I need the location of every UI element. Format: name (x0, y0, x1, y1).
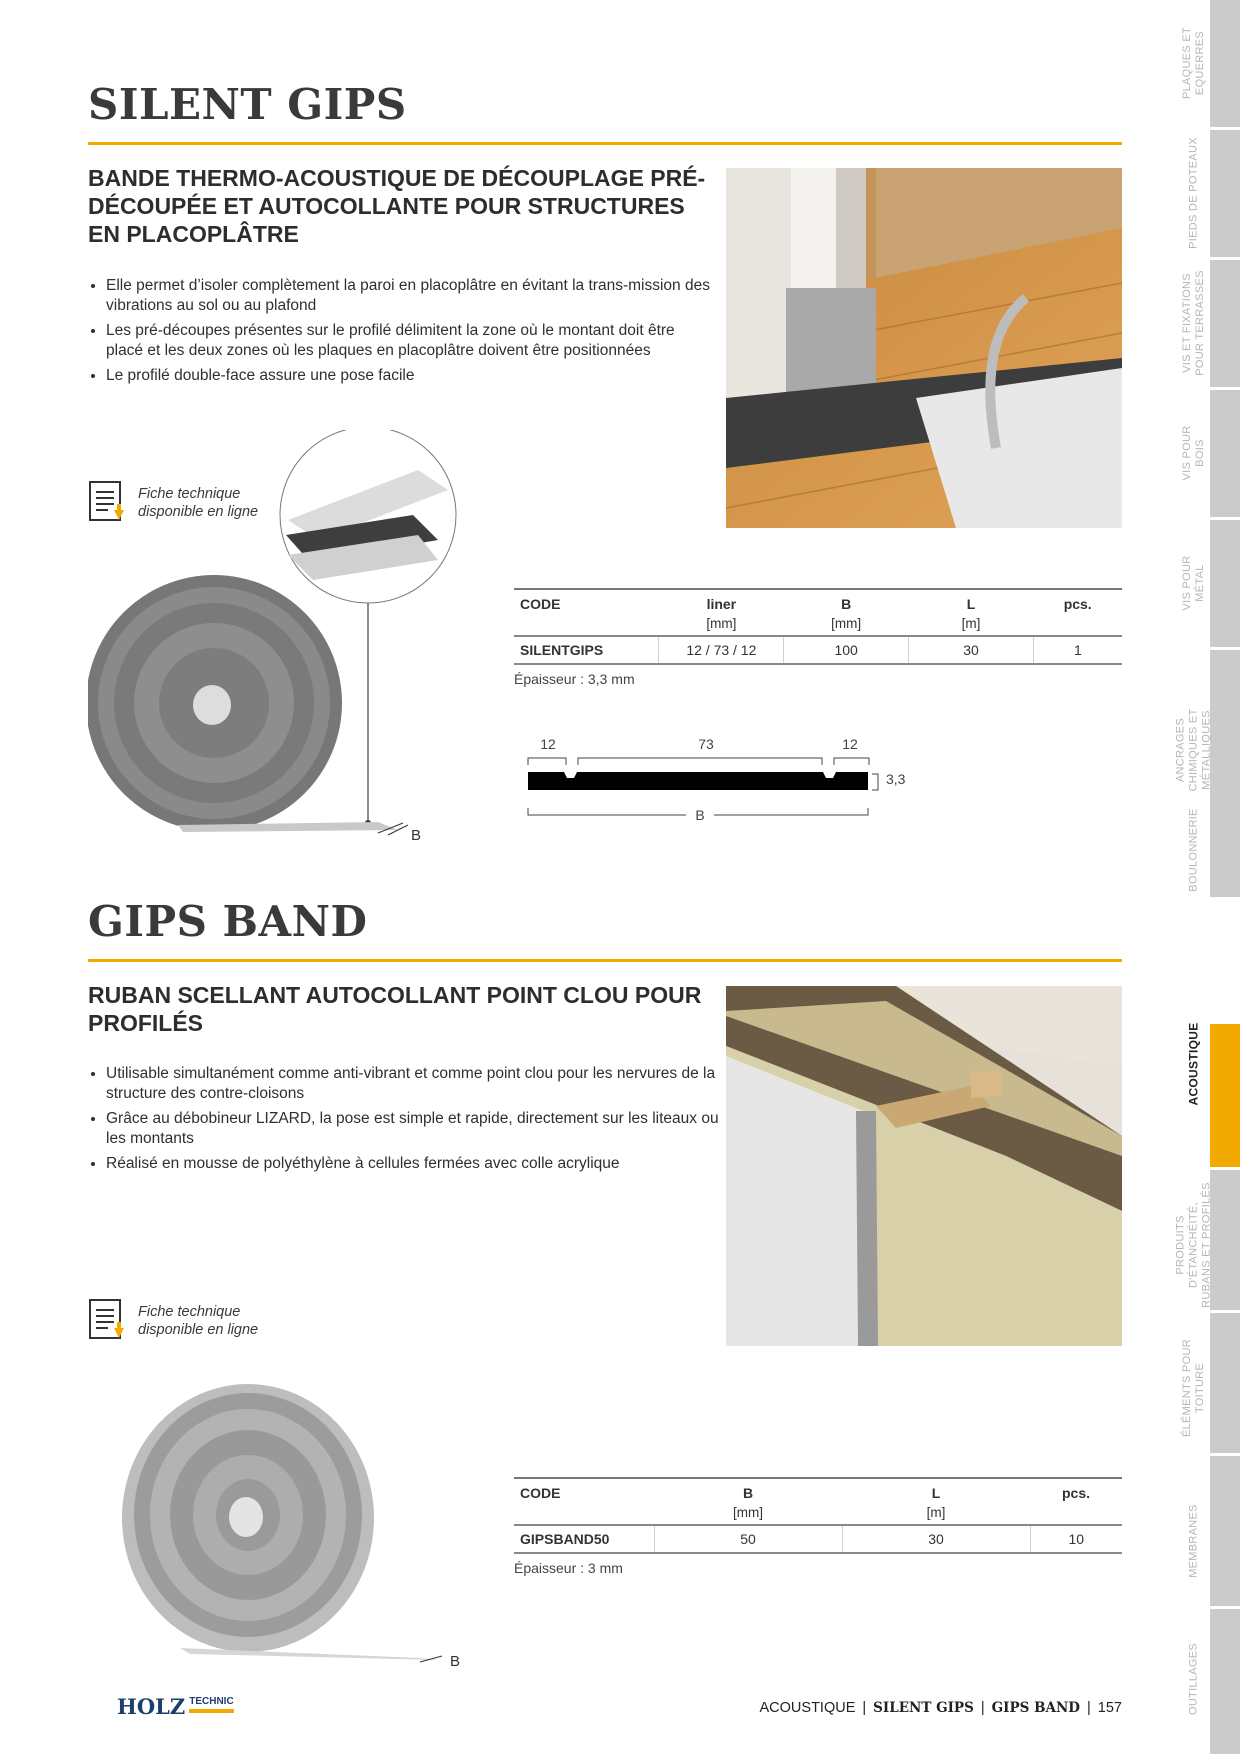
tab-toiture[interactable] (1181, 1313, 1240, 1453)
table-units-row (514, 1503, 1122, 1525)
tab-label-active: ACOUSTIQUE (1186, 1022, 1201, 1106)
tab-label: OUTILLAGES (1187, 1642, 1200, 1716)
dim-middle: 73 (698, 736, 714, 752)
table-header: CODE (514, 1478, 654, 1503)
silent-gips-features (88, 276, 714, 391)
table-header: B (784, 589, 909, 614)
table-cell: 30 (842, 1525, 1030, 1553)
table-cell: 10 (1030, 1525, 1122, 1553)
footer-separator: | (862, 1700, 867, 1716)
tab-vis-bois[interactable] (1181, 390, 1240, 517)
silent-gips-installation-photo (726, 168, 1122, 528)
tab-label: PIEDS DE POTEAUX (1187, 137, 1200, 249)
table-cell: 50 (654, 1525, 842, 1553)
table-units-row (514, 614, 1122, 636)
silent-gips-spec-table (514, 588, 1122, 665)
table-unit: [mm] (784, 614, 909, 636)
tab-label: MEMBRANES (1187, 1504, 1200, 1578)
table-cell: 100 (784, 636, 909, 664)
table-unit (1033, 614, 1122, 636)
table-unit (1030, 1503, 1122, 1525)
logo-main-text: HOLZ (117, 1694, 186, 1719)
datasheet-notice[interactable] (88, 1298, 258, 1344)
table-header: L (842, 1478, 1030, 1503)
thickness-note: Épaisseur : 3 mm (514, 1560, 623, 1576)
datasheet-line2: disponible en ligne (138, 1322, 259, 1338)
table-unit (514, 1503, 654, 1525)
dim-thickness: 3,3 (886, 771, 906, 787)
table-row (514, 1525, 1122, 1553)
brand-logo (117, 1696, 234, 1718)
title-rule (88, 959, 1122, 962)
tab-label: PRODUITS D'ÉTANCHÉITÉ, RUBANS ET PROFILÉS (1174, 1182, 1213, 1308)
footer-separator: | (980, 1700, 985, 1716)
tab-vis-terrasses[interactable] (1181, 260, 1240, 387)
tab-label: PLAQUES ET EQUERRES (1181, 26, 1206, 100)
footer-separator: | (1087, 1700, 1091, 1716)
table-cell: 12 / 73 / 12 (659, 636, 784, 664)
feature-item: • Utilisable simultanément comme anti-vibrant et comme point clou pour les nervures de la structure des contre-cloisons (106, 1064, 726, 1104)
table-unit: [m] (842, 1503, 1030, 1525)
tab-label: ÉLÉMENTS POUR TOITURE (1181, 1338, 1206, 1438)
table-header-row (514, 1478, 1122, 1503)
profile-cross-section-diagram (520, 732, 920, 824)
feature-item: • Le profilé double-face assure une pose facile (106, 366, 714, 386)
tab-vis-metal[interactable] (1181, 520, 1240, 647)
tab-label: ANCRAGES CHIMIQUES ET MÉTALLIQUES (1174, 708, 1213, 792)
table-unit: [mm] (654, 1503, 842, 1525)
datasheet-line1: Fiche technique (138, 486, 241, 502)
silent-gips-roll-illustration (88, 430, 468, 850)
footer-section: ACOUSTIQUE (759, 1700, 856, 1716)
gips-band-spec-table (514, 1477, 1122, 1554)
datasheet-line2: disponible en ligne (138, 504, 259, 520)
feature-item: • Les pré-découpes présentes sur le profilé délimitent la zone où le montant doit être placé et les deux zones où les plaques en placoplâtre doivent être positionnées (106, 321, 714, 361)
footer-product: GIPS BAND (991, 1700, 1081, 1716)
running-footer (760, 1700, 1123, 1716)
dim-width: B (695, 807, 705, 823)
gips-band-features (88, 1064, 726, 1179)
table-unit: [mm] (659, 614, 784, 636)
tab-outillages[interactable] (1187, 1609, 1240, 1754)
thickness-note: Épaisseur : 3,3 mm (514, 671, 635, 687)
silent-gips-subtitle: BANDE THERMO-ACOUSTIQUE DE DÉCOUPLAGE PRÉ-DÉCOUPÉE ET AUTOCOLLANTE POUR STRUCTURES EN PLACOPLÂTRE (88, 165, 706, 247)
side-index (1174, 0, 1240, 1754)
logo-sub-text: TECHNIC (189, 1696, 233, 1713)
table-header: pcs. (1030, 1478, 1122, 1503)
table-header: liner (659, 589, 784, 614)
tab-pieds-poteaux[interactable] (1187, 130, 1240, 257)
page-number: 157 (1097, 1700, 1122, 1716)
feature-item: • Réalisé en mousse de polyéthylène à cellules fermées avec colle acrylique (106, 1154, 726, 1174)
tab-label: VIS POUR MÉTAL (1181, 555, 1206, 611)
tab-acoustique[interactable] (1186, 1022, 1240, 1167)
title-rule (88, 142, 1122, 145)
tab-ancrages[interactable] (1174, 650, 1240, 897)
footer-product: SILENT GIPS (873, 1700, 974, 1716)
table-unit: [m] (909, 614, 1034, 636)
dim-right: 12 (842, 736, 858, 752)
datasheet-download-icon (88, 1298, 126, 1344)
dim-left: 12 (540, 736, 556, 752)
table-cell: SILENTGIPS (514, 636, 659, 664)
tab-membranes[interactable] (1187, 1456, 1240, 1606)
gips-band-installation-photo (726, 986, 1122, 1346)
table-header: B (654, 1478, 842, 1503)
section-title-gips-band: GIPS BAND (88, 897, 368, 946)
tab-label: BOULONNERIE (1187, 808, 1200, 892)
feature-item: • Grâce au débobineur LIZARD, la pose est simple et rapide, directement sur les liteaux ou les montants (106, 1109, 726, 1149)
table-header: L (909, 589, 1034, 614)
gips-band-roll-illustration (120, 1370, 470, 1670)
tab-etancheite[interactable] (1174, 1170, 1240, 1310)
section-title-silent-gips: SILENT GIPS (88, 80, 407, 129)
table-cell: 30 (909, 636, 1034, 664)
table-row (514, 636, 1122, 664)
tab-label: VIS POUR BOIS (1181, 425, 1206, 481)
table-cell: 1 (1033, 636, 1122, 664)
tab-label: VIS ET FIXATIONS POUR TERRASSES (1181, 270, 1206, 376)
gips-band-subtitle: RUBAN SCELLANT AUTOCOLLANT POINT CLOU POUR PROFILÉS (88, 982, 702, 1036)
table-header-row (514, 589, 1122, 614)
datasheet-line1: Fiche technique (138, 1304, 241, 1320)
roll-dimension-label: B (411, 827, 422, 844)
table-unit (514, 614, 659, 636)
roll-dimension-label: B (450, 1653, 461, 1670)
feature-item: • Elle permet d’isoler complètement la paroi en placoplâtre en évitant la trans-mission des vibrations au sol ou au plafond (106, 276, 714, 316)
table-header: CODE (514, 589, 659, 614)
tab-plaques-equerres[interactable] (1181, 0, 1240, 127)
table-header: pcs. (1033, 589, 1122, 614)
table-cell: GIPSBAND50 (514, 1525, 654, 1553)
